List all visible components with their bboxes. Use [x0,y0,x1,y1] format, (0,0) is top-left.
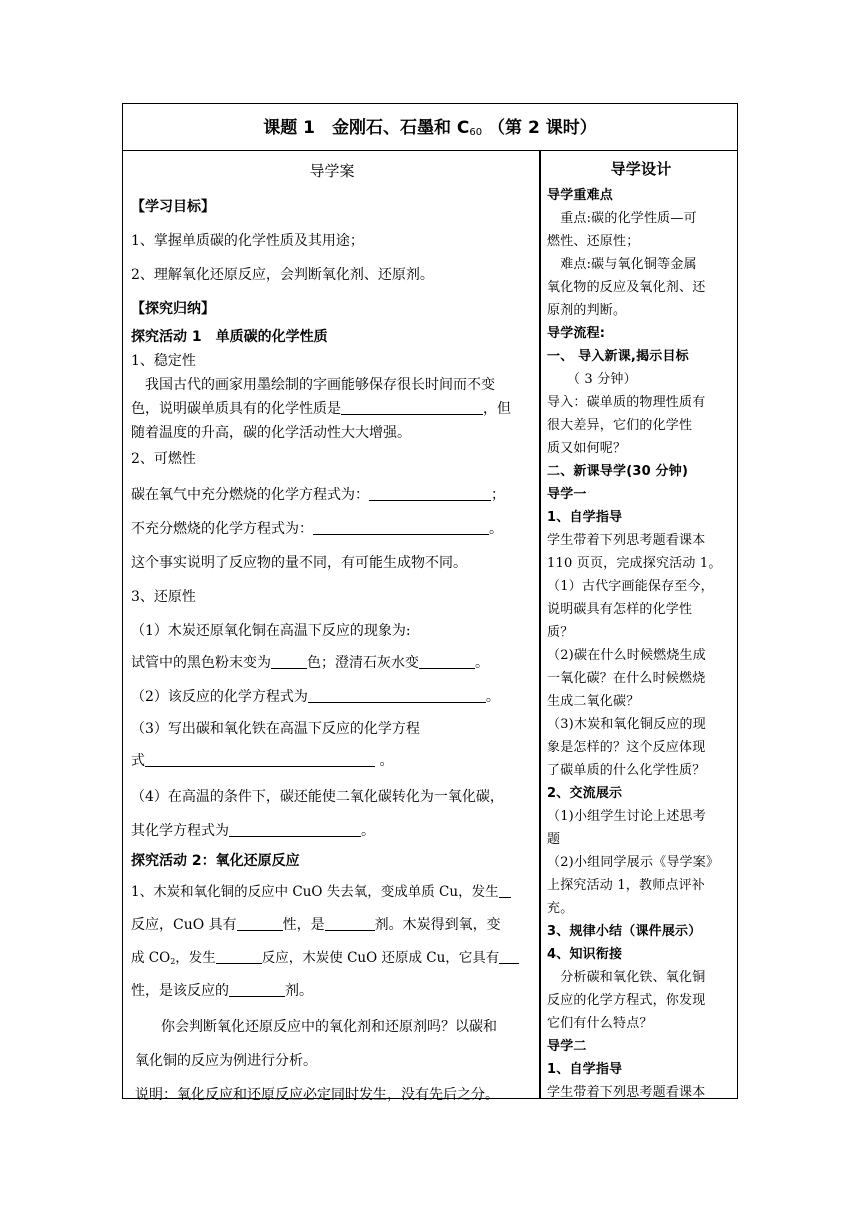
text: 。 [485,689,500,705]
guide-line: 重点:碳的化学性质—可 [547,211,697,226]
inquiry-heading: 【探究归纳】 [131,301,215,317]
guide-line: 导学重难点 [547,188,614,203]
guide-line: 它们有什么特点？ [547,1016,653,1031]
text: 碳在氧气中充分燃烧的化学方程式为： [131,487,369,503]
guide-line: 燃性、还原性； [547,234,640,249]
guide-line: 一氧化碳？在什么时候燃烧 [547,671,706,686]
guide-line: （2)小组同学展示《导学案》 [547,855,720,870]
text: 反应，木炭使 CuO 还原成 Cu，它具有 [261,950,500,966]
guide-line: 1、自学指导 [547,1062,623,1077]
question-1: （1）木炭还原氧化铜在高温下反应的现象为: [131,623,411,639]
text: 不充分燃烧的化学方程式为： [131,521,313,537]
guide-line: （1)小组学生讨论上述思考 [547,809,706,824]
guide-line: （2)碳在什么时候燃烧生成 [547,648,706,663]
text: 性，是 [282,917,325,933]
goals-heading: 【学习目标】 [131,199,215,215]
text: 。 [361,823,375,839]
answer-blank[interactable] [145,754,375,767]
paragraph-line: 这个事实说明了反应物的量不同，有可能生成物不同。 [131,555,467,571]
text: 剂。木炭得到氧，变 [374,917,501,933]
guide-line: 说明碳具有怎样的化学性 [547,602,693,617]
left-header: 导学案 [309,162,355,180]
paragraph-line: 我国古代的画家用墨绘制的字画能够保存很长时间而不变 [145,377,495,393]
text: ，发生 [175,950,216,966]
guide-line: 3、规律小结（课件展示） [547,924,702,939]
guide-line: 难点:碳与氧化铜等金属 [547,257,697,272]
text: 。 [489,521,503,537]
guide-line: 质又如何呢？ [547,441,627,456]
guide-line: 4、知识衔接 [547,947,623,962]
goal-2: 2、理解氧化还原反应，会判断氧化剂、还原剂。 [131,267,434,283]
text: 成 CO [131,950,171,966]
guide-line: 象是怎样的？这个反应体现 [547,740,706,755]
guide-line: 2、交流展示 [547,786,623,801]
guide-line: 充。 [547,901,574,916]
guide-line: 上探究活动 1，教师点评补 [547,878,706,893]
guide-line: 一、 导入新课,揭示目标 [547,349,689,364]
title-tail: （第 2 课时） [482,118,597,138]
section-stability: 1、稳定性 [131,353,196,369]
activity-1-heading: 探究活动 1 单质碳的化学性质 [131,329,328,345]
answer-blank[interactable] [216,951,262,964]
paragraph-line [131,914,501,934]
text: （2）该反应的化学方程式为 [131,689,308,705]
guide-line: 110 页页，完成探究活动 1。 [547,556,722,571]
guide-line: 质？ [547,625,574,640]
paragraph-line: 你会判断氧化还原反应中的氧化剂和还原剂吗？以碳和 [161,1019,497,1035]
guide-line: （1）古代字画能保存至今， [547,579,714,594]
guide-line: （ 3 分钟） [547,372,637,387]
text: 反应，CuO 具有 [131,917,237,933]
text: 剂。 [285,983,313,999]
question-3: （3）写出碳和氧化铁在高温下反应的化学方程 [131,721,420,737]
section-combustibility: 2、可燃性 [131,451,196,467]
answer-blank[interactable] [237,918,283,931]
answer-blank[interactable] [341,402,483,415]
paragraph-line [131,398,511,418]
guide-line: 导学一 [547,487,587,502]
right-header: 导学设计 [610,160,672,178]
paragraph-line [131,980,313,1000]
lesson-table [122,103,738,1103]
guide-line: 导入：碳单质的物理性质有 [547,395,706,410]
title-subscript: 60 [469,127,483,138]
text: 。 [375,753,394,769]
paragraph-line [131,652,489,672]
paragraph-line: 随着温度的升高，碳的化学活动性大大增强。 [131,425,411,441]
answer-blank[interactable] [271,656,307,669]
paragraph-line [131,946,519,966]
paragraph-line [131,750,393,770]
answer-blank[interactable] [325,918,375,931]
guide-line: 分析碳和氧化铁、氧化铜 [547,970,706,985]
answer-blank[interactable] [308,690,486,703]
subscript: 2 [170,957,176,966]
guide-line: 生成二氧化碳？ [547,694,640,709]
goal-1: 1、掌握单质碳的化学性质及其用途； [131,233,364,249]
text: ； [491,487,505,503]
question-4: （4）在高温的条件下，碳还能使二氧化碳转化为一氧化碳， [131,789,504,805]
guide-line: 很大差异，它们的化学性 [547,418,693,433]
paragraph-line [131,820,375,840]
title-main: 课题 1 金刚石、石墨和 C [263,118,470,138]
question-2 [131,686,500,706]
guide-line: 氧化物的反应及氧化剂、还 [547,280,706,295]
guide-line: 学生带着下列思考题看课本 [547,1085,706,1100]
answer-blank[interactable] [499,951,519,964]
text: 试管中的黑色粉末变为 [131,655,271,671]
text: 色；澄清石灰水变 [307,655,419,671]
text: 1、木炭和氧化铜的反应中 CuO 失去氧，变成单质 Cu，发生 [131,884,499,900]
lesson-title [123,104,737,151]
guide-line: 学生带着下列思考题看课本 [547,533,706,548]
answer-blank[interactable] [419,656,475,669]
answer-blank[interactable] [499,885,511,898]
paragraph-line [131,484,505,504]
guide-line: 二、新课导学(30 分钟) [547,464,689,479]
guide-line: 导学二 [547,1039,587,1054]
section-reducibility: 3、还原性 [131,589,196,605]
paragraph-line [131,518,503,538]
text: 色，说明碳单质具有的化学性质是 [131,401,341,417]
answer-blank[interactable] [229,984,285,997]
guide-line: 题 [547,832,561,847]
answer-blank[interactable] [313,522,489,535]
column-divider [539,150,541,1098]
text: 性，是该反应的 [131,983,229,999]
paragraph-line [131,880,511,900]
text: ，但 [483,401,511,417]
guide-line: 了碳单质的什么化学性质？ [547,763,706,778]
text: 式 [131,753,145,769]
text: 其化学方程式为 [131,823,229,839]
activity-2-heading: 探究活动 2：氧化还原反应 [131,853,300,869]
guide-line: 反应的化学方程式，你发现 [547,993,706,1008]
guide-line: 1、自学指导 [547,510,623,525]
answer-blank[interactable] [229,824,361,837]
note: 说明：氧化反应和还原反应必定同时发生，没有先后之分。 [135,1087,499,1103]
guide-line: 导学流程: [547,326,606,341]
text: 。 [475,655,489,671]
answer-blank[interactable] [369,488,491,501]
paragraph-line: 氧化铜的反应为例进行分析。 [135,1053,317,1069]
guide-line: （3)木炭和氧化铜反应的现 [547,717,706,732]
guide-line: 原剂的判断。 [547,303,627,318]
